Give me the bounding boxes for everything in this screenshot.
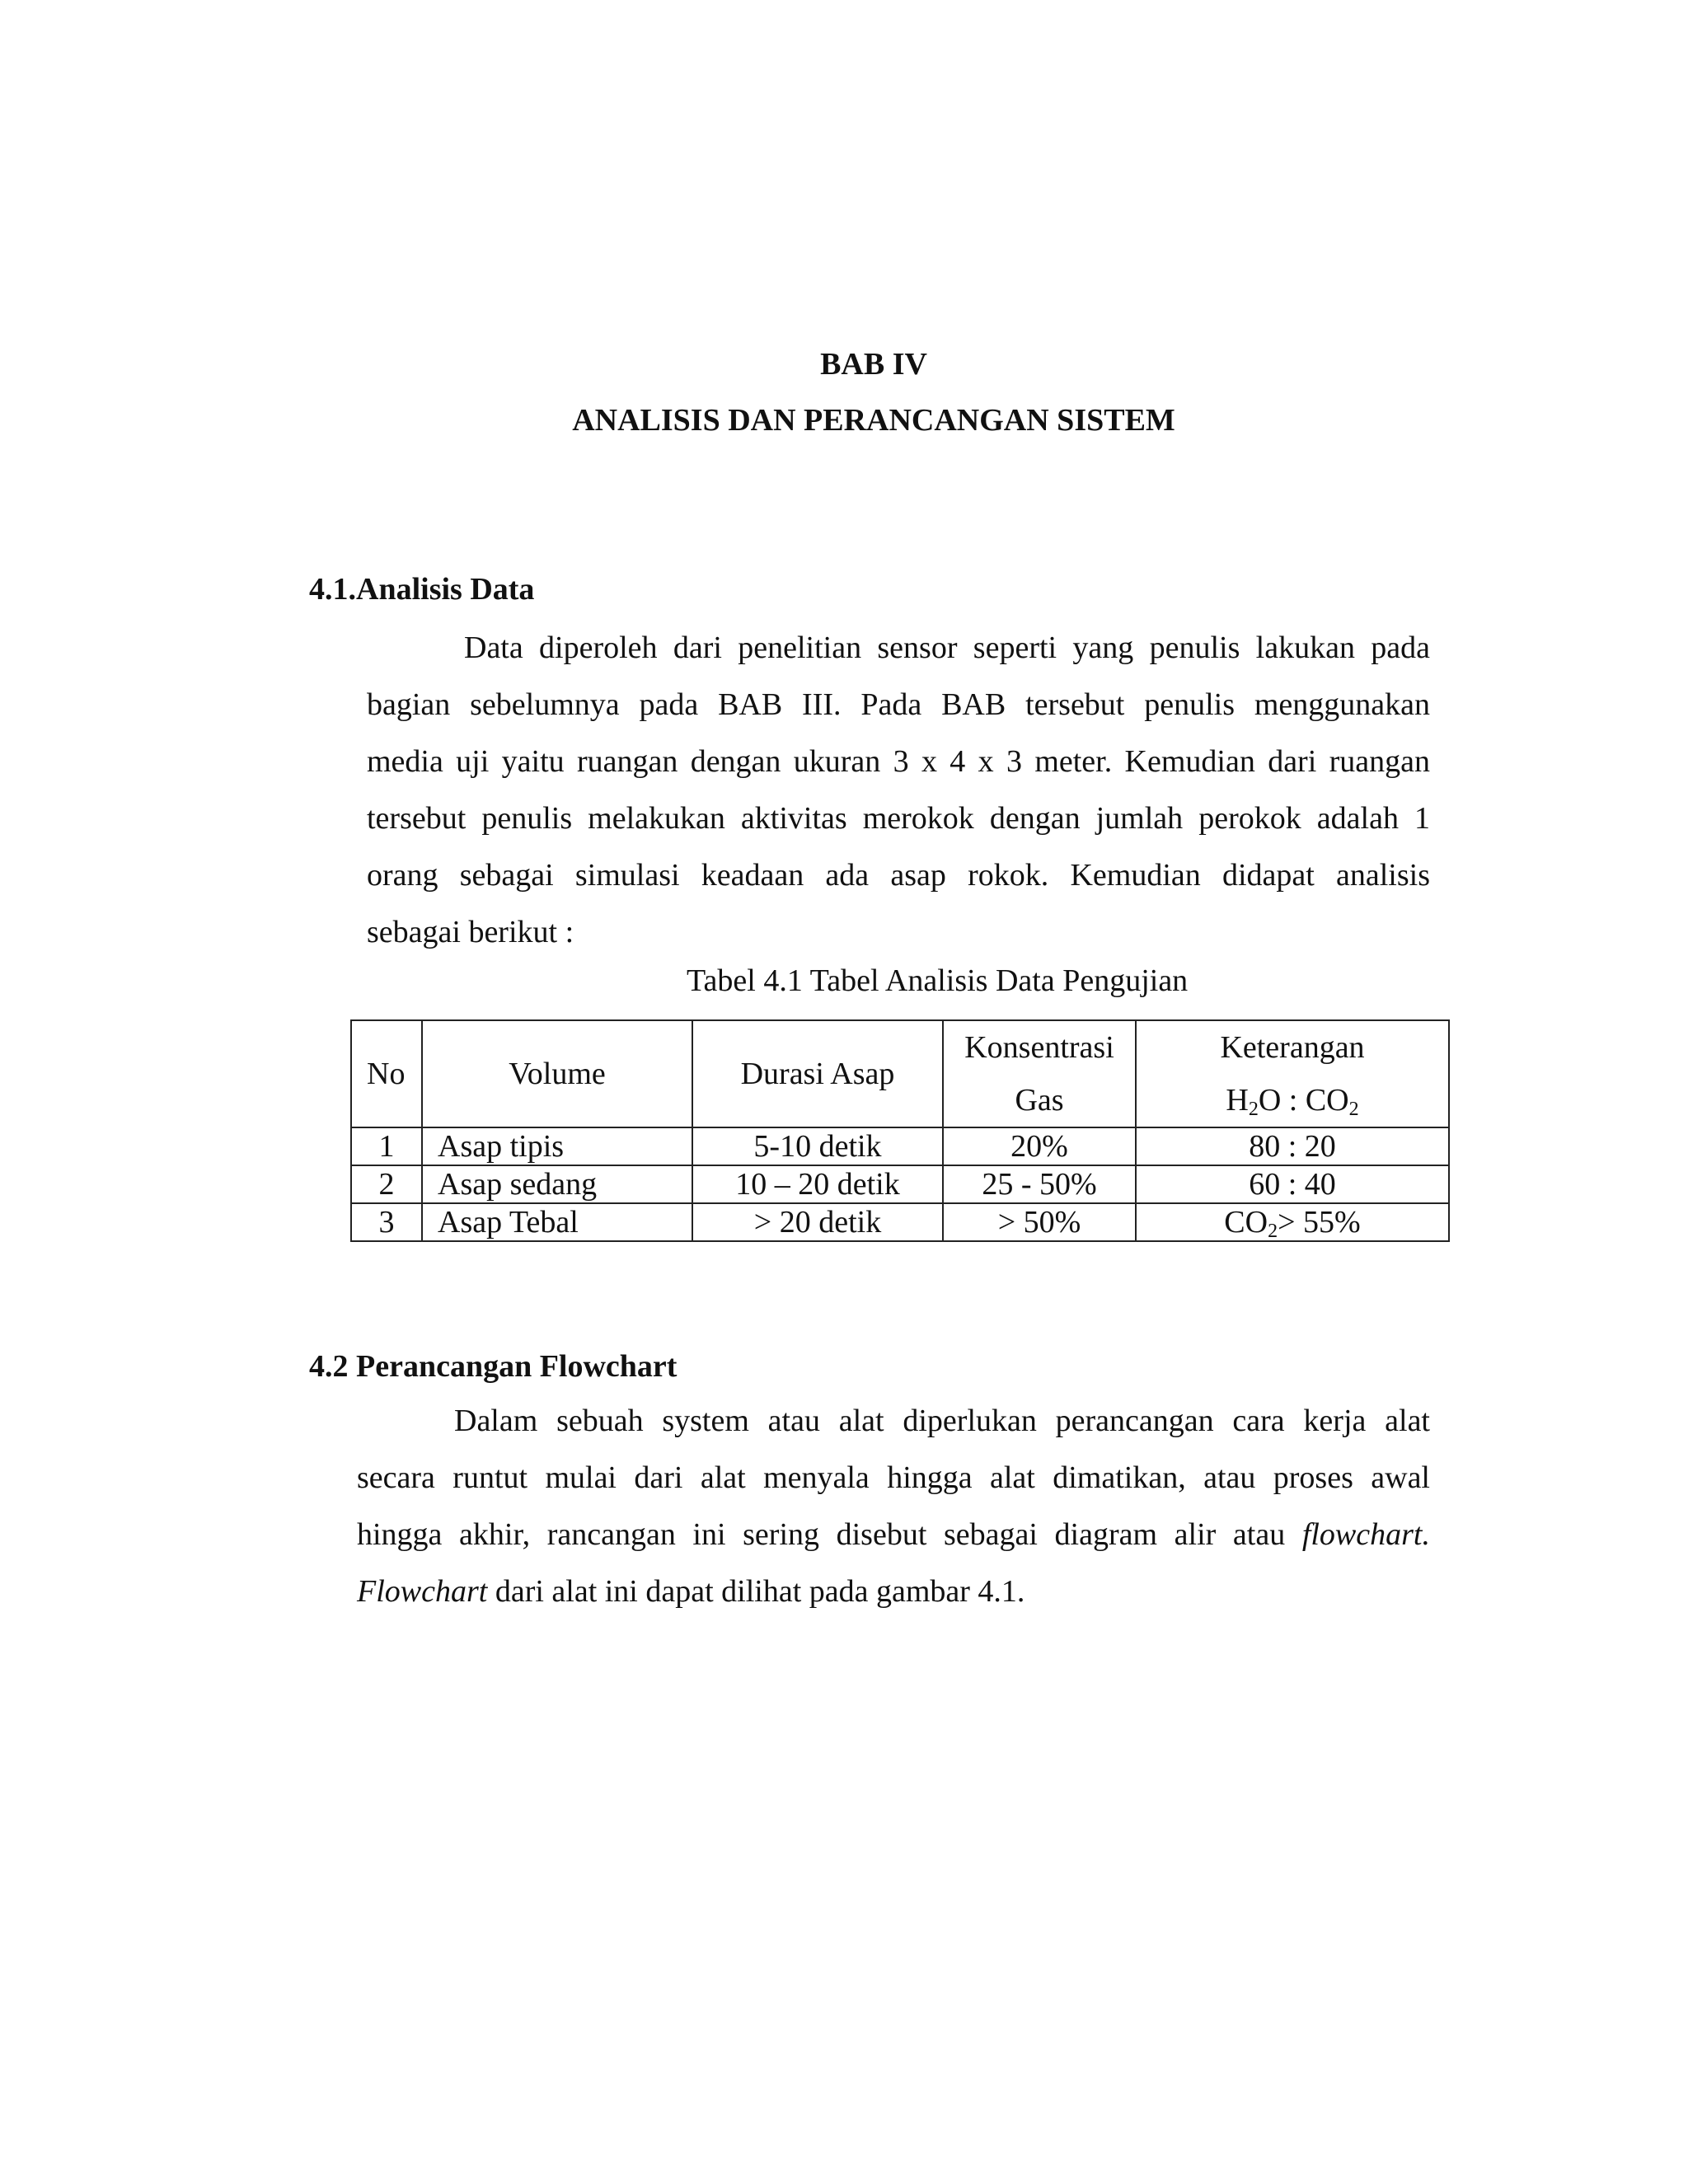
paragraph-text: dari alat ini dapat dilihat pada gambar 4.1. — [487, 1574, 1025, 1609]
paragraph-line — [357, 1563, 1430, 1620]
paragraph-analisis-data — [367, 620, 1430, 961]
section-heading-analisis-data: 4.1.Analisis Data — [309, 572, 535, 607]
chapter-number: BAB IV — [820, 347, 927, 382]
header-keterangan-line2 — [1143, 1074, 1442, 1127]
cell-keterangan — [1136, 1203, 1449, 1241]
section-heading-perancangan-flowchart: 4.2 Perancangan Flowchart — [309, 1349, 678, 1384]
paragraph-line: Data diperoleh dari penelitian sensor seperti yang penulis lakukan pada — [464, 630, 1430, 665]
chapter-title: ANALISIS DAN PERANCANGAN SISTEM — [572, 403, 1175, 438]
italic-term-flowchart: Flowchart — [357, 1574, 488, 1609]
header-volume: Volume — [422, 1020, 692, 1127]
paragraph-line: sebagai berikut : — [367, 915, 574, 949]
paragraph-line: media uji yaitu ruangan dengan ukuran 3 x 4 x 3 meter. Kemudian dari ruangan — [367, 744, 1430, 779]
analysis-data-table — [350, 1019, 1450, 1242]
cell-durasi: 10 – 20 detik — [692, 1165, 943, 1203]
cell-volume: Asap sedang — [422, 1165, 692, 1203]
paragraph-line: bagian sebelumnya pada BAB III. Pada BAB tersebut penulis menggunakan — [367, 687, 1430, 722]
formula-o-co: O : CO — [1258, 1083, 1349, 1118]
header-keterangan — [1136, 1020, 1449, 1127]
italic-term-flowchart: flowchart. — [1301, 1517, 1430, 1552]
header-no: No — [351, 1020, 422, 1127]
table-row — [351, 1165, 1449, 1203]
cell-konsentrasi: > 50% — [943, 1203, 1136, 1241]
paragraph-line: orang sebagai simulasi keadaan ada asap rokok. Kemudian didapat analisis — [367, 858, 1430, 893]
paragraph-line: secara runtut mulai dari alat menyala hingga alat dimatikan, atau proses awal — [357, 1460, 1430, 1495]
keterangan-value: > 55% — [1278, 1205, 1361, 1240]
header-konsentrasi-line1: Konsentrasi — [964, 1030, 1114, 1065]
header-durasi-asap: Durasi Asap — [692, 1020, 943, 1127]
cell-konsentrasi: 20% — [943, 1127, 1136, 1165]
formula-subscript: 2 — [1348, 1099, 1359, 1120]
paragraph-perancangan-flowchart — [357, 1393, 1430, 1620]
cell-konsentrasi: 25 - 50% — [943, 1165, 1136, 1203]
cell-durasi: > 20 detik — [692, 1203, 943, 1241]
formula-h: H — [1226, 1083, 1249, 1118]
paragraph-text: hingga akhir, rancangan ini sering disebut sebagai diagram alir atau — [357, 1517, 1302, 1552]
table-header-row — [351, 1020, 1449, 1127]
header-konsentrasi-line2: Gas — [1015, 1083, 1064, 1118]
cell-no: 2 — [351, 1165, 422, 1203]
cell-durasi: 5-10 detik — [692, 1127, 943, 1165]
cell-keterangan: 80 : 20 — [1136, 1127, 1449, 1165]
paragraph-line: tersebut penulis melakukan aktivitas merokok dengan jumlah perokok adalah 1 — [367, 801, 1430, 836]
formula-subscript: 2 — [1268, 1221, 1278, 1242]
cell-no: 1 — [351, 1127, 422, 1165]
table-caption: Tabel 4.1 Tabel Analisis Data Pengujian — [687, 963, 1189, 998]
paragraph-line: Dalam sebuah system atau alat diperlukan perancangan cara kerja alat — [454, 1404, 1430, 1438]
table-row — [351, 1127, 1449, 1165]
cell-keterangan: 60 : 40 — [1136, 1165, 1449, 1203]
cell-volume: Asap Tebal — [422, 1203, 692, 1241]
header-konsentrasi-gas — [943, 1020, 1136, 1127]
paragraph-line — [357, 1507, 1430, 1563]
header-keterangan-line1: Keterangan — [1220, 1030, 1365, 1065]
formula-co: CO — [1224, 1205, 1268, 1240]
cell-no: 3 — [351, 1203, 422, 1241]
formula-subscript: 2 — [1248, 1099, 1259, 1120]
table-row — [351, 1203, 1449, 1241]
cell-volume: Asap tipis — [422, 1127, 692, 1165]
